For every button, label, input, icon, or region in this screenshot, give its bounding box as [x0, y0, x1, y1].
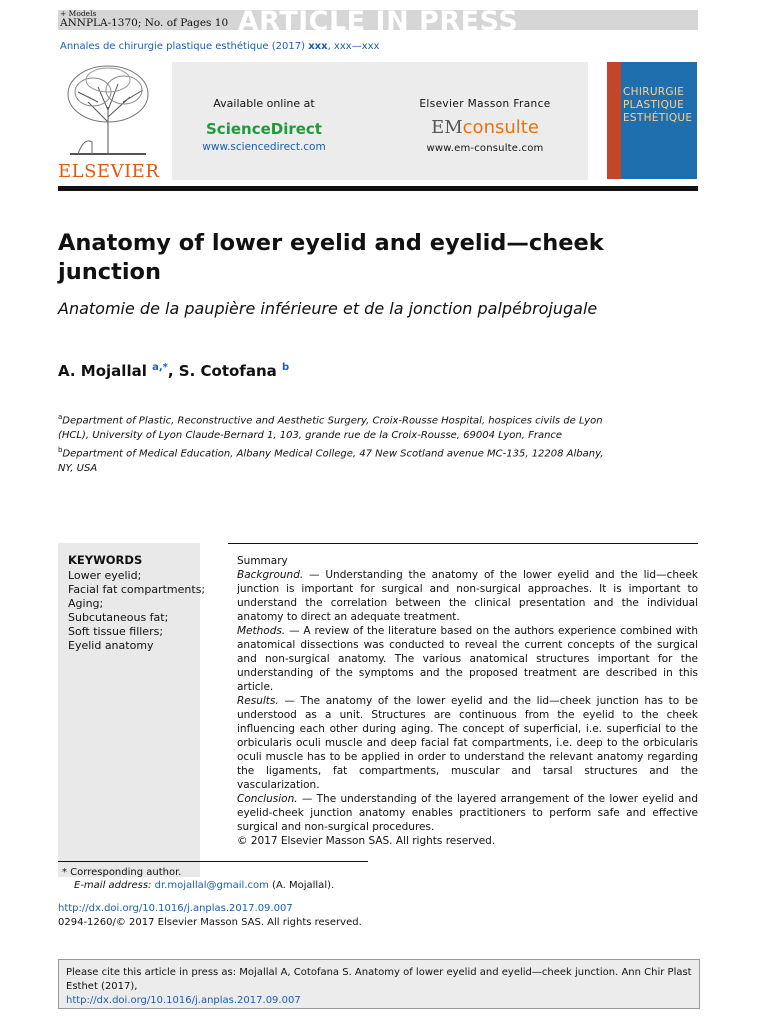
- email-owner: (A. Mojallal).: [268, 880, 335, 891]
- author-1-affiliation-mark[interactable]: a,*: [152, 362, 168, 373]
- sciencedirect-link[interactable]: www.sciencedirect.com: [202, 141, 326, 153]
- background-label: Background.: [237, 569, 304, 581]
- summary-background: [237, 568, 698, 624]
- affiliation-a-mark: a: [58, 413, 63, 421]
- header-rule: [58, 186, 698, 191]
- summary-methods: [237, 624, 698, 694]
- article-title: Anatomy of lower eyelid and eyelid—cheek junction: [58, 230, 604, 285]
- keyword-item: Lower eyelid;: [68, 569, 142, 582]
- cover-title-line-3: ESTHÉTIQUE: [623, 112, 693, 124]
- footnote-rule: [58, 861, 368, 862]
- journal-cover-spine: [607, 62, 621, 179]
- conclusion-label: Conclusion.: [237, 793, 298, 805]
- corresponding-author-note: * Corresponding author.: [62, 867, 182, 878]
- keywords-heading: KEYWORDS: [68, 553, 143, 567]
- keyword-item: Soft tissue fillers;: [68, 625, 164, 638]
- affiliation-a-text: Department of Plastic, Reconstructive and Aesthetic Surgery, Croix-Rousse Hospital, hospices civils de Lyon (HCL), University of Lyon Claude-Bernard 1, 103, grande rue de la Croix-Rousse, 69004 Lyon, France: [58, 415, 603, 441]
- results-text: — The anatomy of the lower eyelid and the lid—cheek junction has to be understood as a unit. Structures are continuous from the eyelid to the cheek influencing each other during aging. The concept of superficial, i.e. superficial to the orbicularis oculi muscle and deep facial fat compartments, i.e. deep to the orbicularis oculi muscle has to be applied in order to understand the relevant anatomy regarding the ligaments, fat compartments, muscular and tarsal structures and the vascularization.: [237, 695, 698, 791]
- affiliation-b-text: Department of Medical Education, Albany Medical College, 47 New Scotland avenue MC-135, 12208 Albany, NY, USA: [58, 448, 604, 475]
- em-logo-part: EM: [431, 117, 463, 138]
- keyword-item: Facial fat compartments;: [68, 583, 206, 596]
- methods-label: Methods.: [237, 625, 286, 637]
- summary-results: [237, 694, 698, 792]
- affiliation-b-mark: b: [58, 446, 63, 455]
- author-separator: ,: [167, 362, 179, 380]
- cover-title-line-1: CHIRURGIE: [623, 86, 685, 98]
- article-in-press-text: ARTICLE IN PRESS: [237, 6, 519, 37]
- affiliation-a: [58, 410, 618, 443]
- consulte-logo-part: consulte: [462, 117, 539, 138]
- keyword-item: Eyelid anatomy: [68, 639, 154, 652]
- keywords-list: [68, 569, 205, 653]
- author-2-affiliation-mark[interactable]: b: [282, 362, 290, 373]
- results-label: Results.: [237, 695, 279, 707]
- email-note: [74, 879, 334, 892]
- journal-reference[interactable]: [60, 41, 379, 52]
- email-link[interactable]: dr.mojallal@gmail.com: [154, 880, 269, 891]
- author-list: [58, 362, 289, 380]
- summary-heading: Summary: [237, 555, 288, 567]
- models-mark: + Models: [60, 9, 97, 18]
- cover-title-line-2: PLASTIQUE: [623, 99, 685, 111]
- journal-cover-title: [623, 86, 692, 125]
- em-consulte-logo[interactable]: [395, 117, 575, 138]
- citation-doi-link[interactable]: http://dx.doi.org/10.1016/j.anplas.2017.09.007: [66, 995, 301, 1006]
- summary-copyright: © 2017 Elsevier Masson SAS. All rights reserved.: [237, 835, 496, 847]
- em-consulte-link[interactable]: www.em-consulte.com: [426, 143, 544, 154]
- background-text: — Understanding the anatomy of the lower eyelid and the lid—cheek junction is important for surgical and non-surgical approaches. It is important to understand the correlation between the clinical presentation and the individual anatomy to direct an adequate treatment.: [237, 569, 698, 623]
- affiliations: [58, 410, 618, 477]
- article-subtitle-french: Anatomie de la paupière inférieure et de la jonction palpébrojugale: [58, 299, 598, 318]
- methods-text: — A review of the literature based on the authors experience combined with anatomical dissections was conducted to reveal the current concepts of the surgical and non-surgical anatomy. The various anatomical structures important for the understanding of the symptoms and the proposed treatment are described in this article.: [237, 625, 698, 693]
- available-online-label: Available online at: [213, 97, 315, 110]
- sciencedirect-logo[interactable]: ScienceDirect: [206, 120, 322, 138]
- citation-text: [66, 966, 694, 1008]
- citation-sentence: Please cite this article in press as: Mojallal A, Cotofana S. Anatomy of lower eyelid and eyelid—cheek junction. Ann Chir Plast Esthet (2017),: [66, 967, 692, 992]
- journal-reference-volume: xxx: [308, 41, 328, 52]
- keyword-item: Subcutaneous fat;: [68, 611, 169, 624]
- manuscript-id: ANNPLA-1370; No. of Pages 10: [60, 17, 229, 29]
- doi-link[interactable]: http://dx.doi.org/10.1016/j.anplas.2017.09.007: [58, 903, 293, 914]
- journal-reference-name: Annales de chirurgie plastique esthétique (2017): [60, 41, 306, 52]
- abstract-summary: [237, 554, 698, 848]
- author-2: S. Cotofana: [178, 362, 277, 380]
- conclusion-text: — The understanding of the layered arrangement of the lower eyelid and eyelid-cheek junction anatomy enables practitioners to perform safe and effective surgical and non-surgical procedures.: [237, 793, 698, 833]
- email-label: E-mail address:: [74, 880, 152, 891]
- author-1: A. Mojallal: [58, 362, 147, 380]
- publisher-name: Elsevier Masson France: [419, 98, 551, 110]
- summary-rule: [228, 543, 698, 544]
- issn-copyright: 0294-1260/© 2017 Elsevier Masson SAS. All rights reserved.: [58, 917, 362, 928]
- summary-conclusion: [237, 792, 698, 834]
- affiliation-b: [58, 443, 618, 476]
- elsevier-wordmark: ELSEVIER: [58, 161, 160, 182]
- keyword-item: Aging;: [68, 597, 104, 610]
- journal-reference-pages: , xxx—xxx: [327, 41, 380, 52]
